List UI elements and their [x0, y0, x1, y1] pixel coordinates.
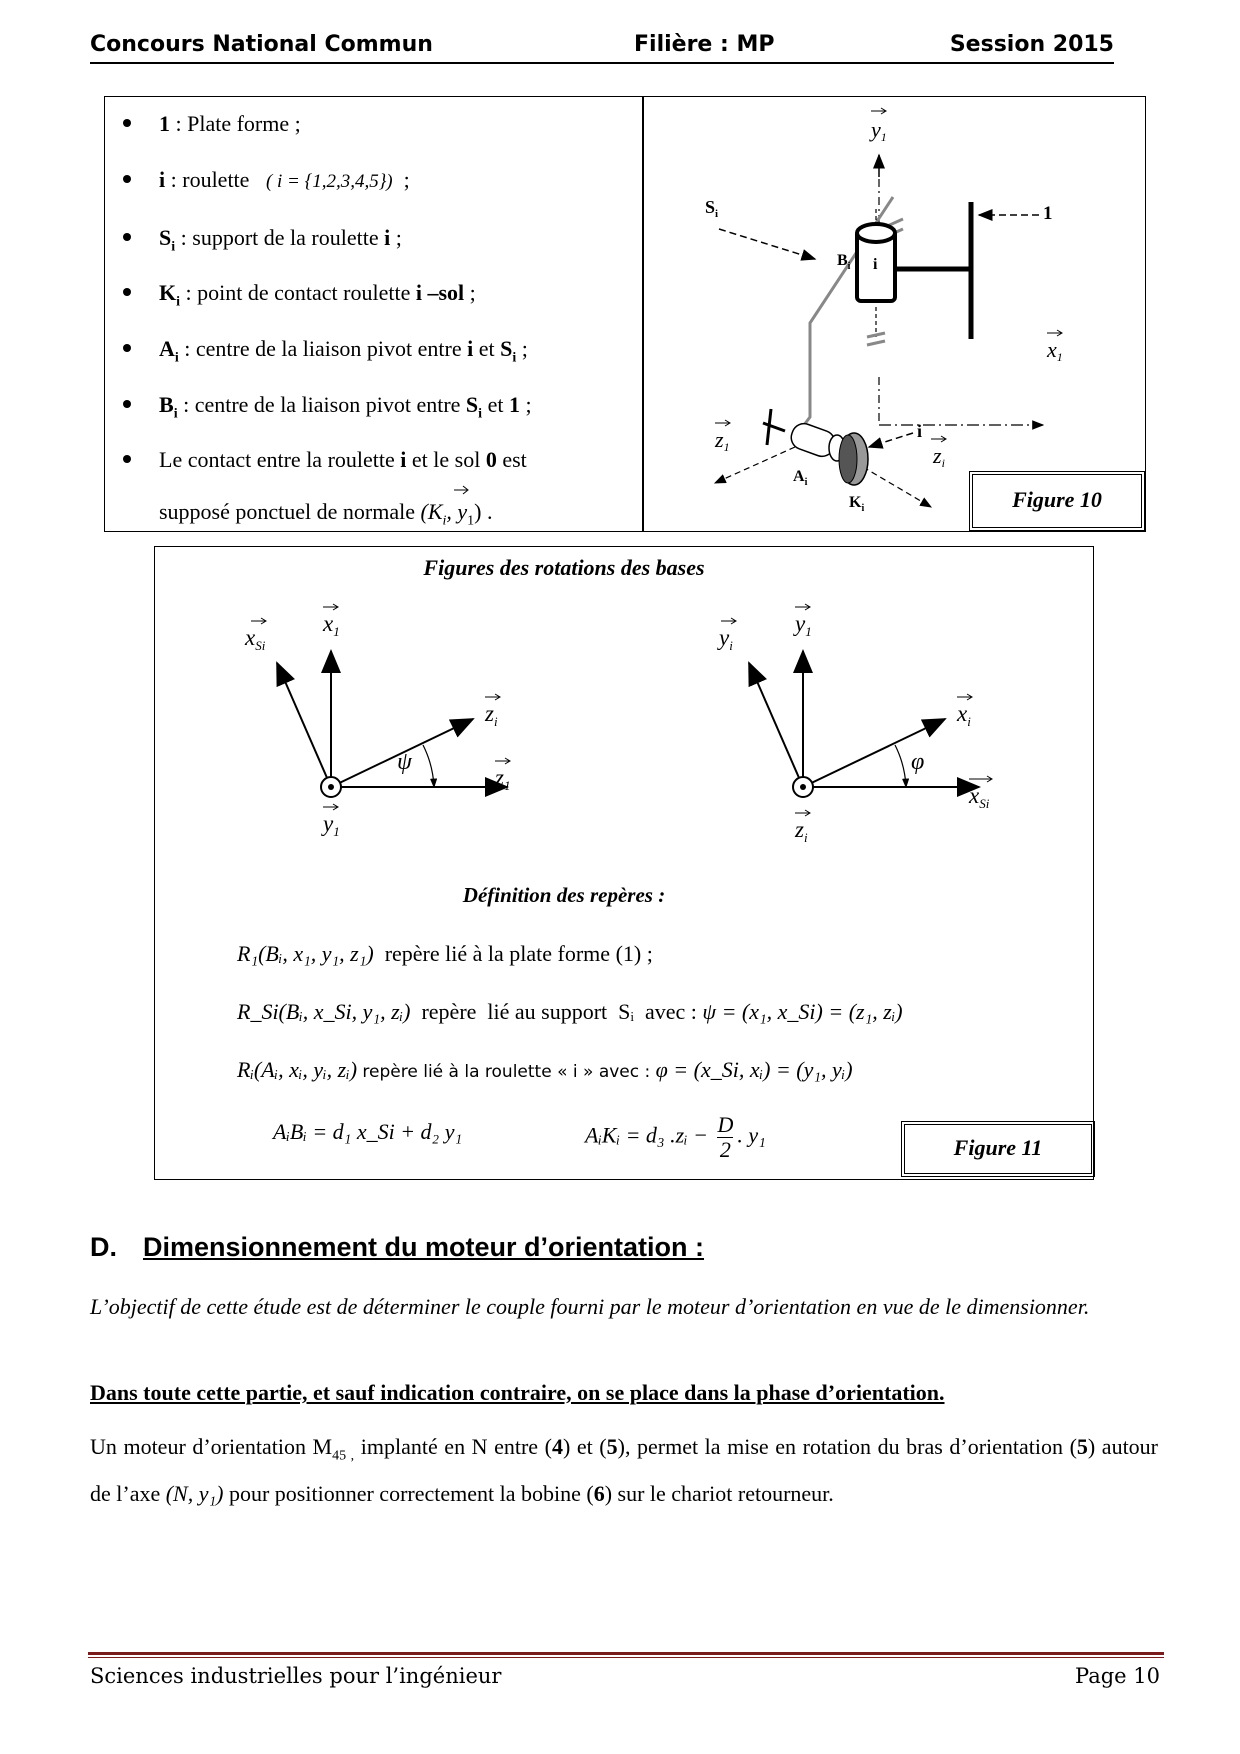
box-divider	[642, 97, 644, 531]
psi-label: ψ	[397, 749, 412, 775]
fig10-label-i-top: i	[873, 256, 878, 273]
frame-R1: R₁(Bᵢ, x₁, y₁, z₁) repère lié à la plate forme (1) ;	[237, 941, 653, 966]
legend-item-contact-sol: Le contact entre la roulette i et le sol 0 est	[159, 447, 527, 473]
legend-item-roulette: i : roulette ( i = {1,2,3,4,5}) ;	[159, 167, 410, 193]
fig10-label-x1: x1	[1047, 337, 1063, 364]
label-y1-right: $y_1$	[795, 611, 812, 639]
page-number: Page 10	[1075, 1664, 1160, 1688]
figure11-title: Figures des rotations des bases	[423, 555, 705, 580]
label-zi-left: $z_i$	[485, 701, 498, 729]
legend-item-pivot-b: $B_i$ : centre de la liaison pivot entre $S_i$ et 1 ;	[159, 392, 532, 422]
fig10-label-Bi: $B_i$	[837, 252, 851, 272]
eq-AiKi: AᵢKᵢ = d₃ .zᵢ − $\frac{D}{2}$ . y₁	[585, 1112, 766, 1162]
fig10-label-1: 1	[1043, 203, 1053, 224]
figure10-label: Figure 10	[969, 471, 1145, 531]
footer-left: Sciences industrielles pour l’ingénieur	[90, 1664, 502, 1688]
section-heading: D. Dimensionnement du moteur d’orientation :	[90, 1232, 705, 1262]
fig10-label-Si: $S_i$	[705, 197, 719, 220]
phi-label: φ	[911, 749, 925, 775]
frame-RSi: R_Si(Bᵢ, x_Si, y₁, zᵢ) repère lié au support Sᵢ avec : ψ = (x₁, x_Si) = (z₁, zᵢ)	[237, 999, 903, 1024]
definition-title: Définition des repères :	[462, 883, 666, 907]
figure11-label: Figure 11	[901, 1121, 1095, 1177]
objective-paragraph: L’objectif de cette étude est de déterminer le couple fourni par le moteur d’orientation en vue de le dimensionner.	[90, 1294, 1090, 1319]
motor-paragraph: Un moteur d’orientation $M_{45 ,}$ implanté en N entre (4) et (5), permet la mise en rotation du bras d’orientation (5) autour de l’axe (N, y₁) pour positionner correctement la bobine (6) sur le chariot retourneur.	[90, 1434, 1159, 1507]
eq-AiBi: AᵢBᵢ = d₁ x_Si + d₂ y₁	[273, 1119, 463, 1144]
page-header	[90, 32, 1114, 64]
phase-note: Dans toute cette partie, et sauf indication contraire, on se place dans la phase d’orientation.	[90, 1380, 945, 1405]
header-left: Concours National Commun	[90, 32, 433, 57]
header-right: Session 2015	[949, 32, 1114, 57]
label-xSi-left: $x_{Si}$	[245, 625, 266, 653]
label-yi-right: $y_i$	[719, 625, 733, 653]
fig10-label-z1: z1	[715, 427, 730, 454]
header-center: Filière : MP	[634, 32, 775, 57]
fig10-label-zi: zi	[933, 443, 945, 470]
footer-rule	[88, 1652, 1164, 1655]
fig10-label-Ai: $A_i$	[793, 468, 808, 488]
label-z1-left: $z_1$	[495, 765, 511, 793]
legend-last-line: supposé ponctuel de normale ($K_i$ , $y_1$) .	[159, 499, 492, 529]
legend-item-contact: $K_i$ : point de contact roulette i –sol ;	[159, 280, 476, 310]
footer-rule-thin	[88, 1657, 1164, 1658]
fig10-label-Ki: $K_i$	[849, 494, 865, 514]
legend-figure10-box	[104, 96, 1146, 532]
figure11-box	[154, 546, 1094, 1180]
frame-Ri: Rᵢ(Aᵢ, xᵢ, yᵢ, zᵢ) repère lié à la roulette « i » avec : φ = (x_Si, xᵢ) = (y₁, yᵢ)	[237, 1057, 853, 1082]
fig10-label-i-mid: i	[917, 421, 923, 441]
label-zi-right: $z_i$	[795, 817, 808, 845]
figure11-diagrams	[155, 547, 1095, 867]
rotation-phi-diagram	[749, 651, 979, 797]
label-xi-right: $x_i$	[957, 701, 971, 729]
legend-item-pivot-a: $A_i$ : centre de la liaison pivot entre i et $S_i$ ;	[159, 336, 528, 366]
fig10-label-y1: y1	[871, 117, 887, 144]
figure10-diagram	[645, 97, 1145, 530]
legend-item-support: $S_i$ : support de la roulette i ;	[159, 225, 402, 255]
figure10	[645, 97, 1145, 530]
rotation-psi-diagram	[277, 651, 507, 797]
label-x1-left: $x_1$	[323, 611, 340, 639]
label-y1-left: $y_1$	[323, 811, 340, 839]
label-xSi-right: $x_{Si}$	[969, 783, 990, 811]
legend-item-platform: 1 : Plate forme ;	[159, 111, 301, 137]
